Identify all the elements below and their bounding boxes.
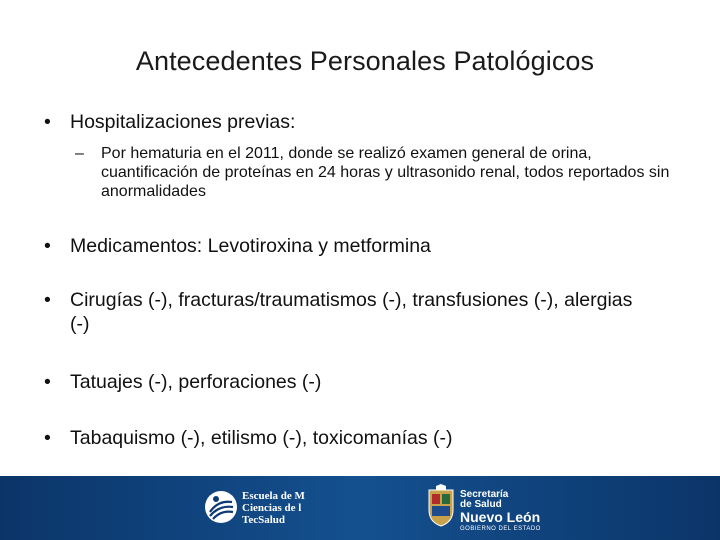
tecsalud-logo-text: Escuela de M Ciencias de l TecSalud <box>242 490 305 526</box>
nuevo-leon-shield-icon <box>426 484 456 528</box>
bullet-text: Medicamentos: Levotiroxina y metformina <box>70 235 431 257</box>
bullet-marker: • <box>44 371 51 393</box>
sub-bullet-marker: – <box>75 145 84 162</box>
bullet-marker: • <box>44 289 51 311</box>
bullet-marker: • <box>44 235 51 257</box>
bullet-text: Tatuajes (-), perforaciones (-) <box>70 371 322 393</box>
bullet-medicamentos <box>44 234 431 258</box>
footer-band <box>0 476 720 540</box>
bullet-tatuajes <box>44 370 321 394</box>
tecsalud-logo-icon <box>204 490 238 524</box>
secretaria-salud-logo-text: Secretaría de Salud Nuevo León GOBIERNO DEL ESTADO <box>460 489 541 532</box>
bullet-text: Tabaquismo (-), etilismo (-), toxicomanías (-) <box>70 427 453 449</box>
bullet-cirugias <box>44 288 654 336</box>
sub-bullet-hematuria <box>75 144 675 201</box>
bullet-text: Hospitalizaciones previas: <box>70 111 296 133</box>
slide-title: Antecedentes Personales Patológicos <box>135 46 595 76</box>
bullet-marker: • <box>44 111 51 133</box>
bullet-marker: • <box>44 427 51 449</box>
sub-bullet-text: Por hematuria en el 2011, donde se realizó examen general de orina, cuantificación de proteínas en 24 horas y ultrasonido renal, todos reportados sin anormalidades <box>101 145 670 200</box>
bullet-text: Cirugías (-), fracturas/traumatismos (-), transfusiones (-), alergias (-) <box>70 289 633 335</box>
bullet-hospitalizaciones <box>44 110 295 134</box>
bullet-tabaquismo <box>44 426 453 450</box>
